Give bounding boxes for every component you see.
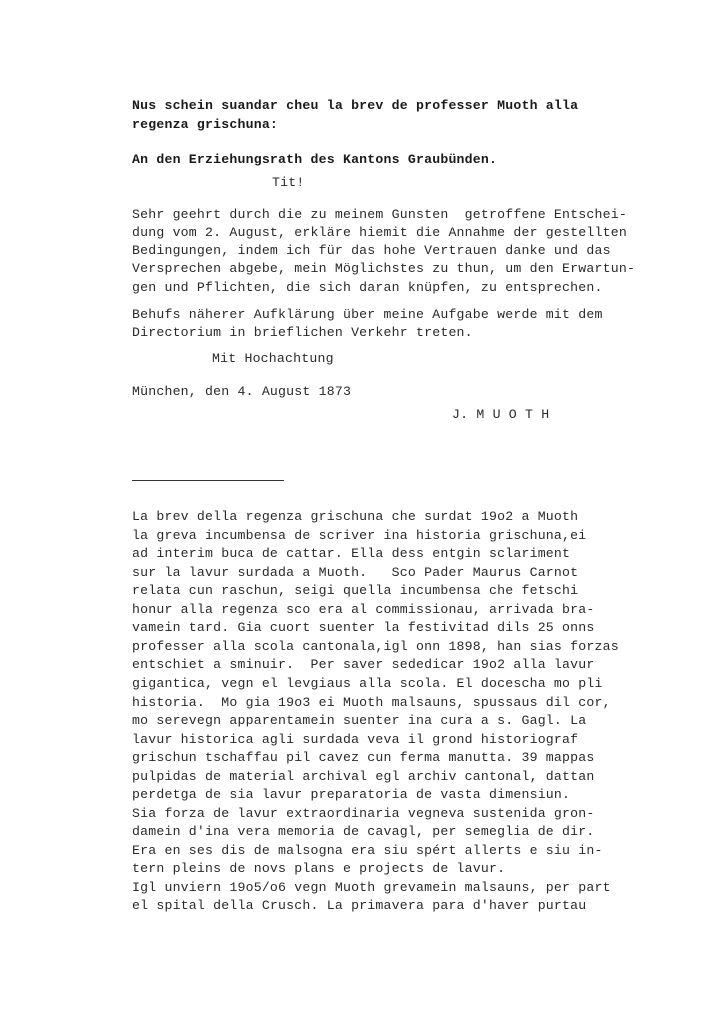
letter-closing: Mit Hochachtung [212,351,334,366]
body-line: professer alla scola cantonala,igl onn 1898, han sias forzas [132,639,619,654]
body-line: lavur historica agli surdada veva il grond historiograf [132,732,579,747]
letter-addressee: An den Erziehungsrath des Kantons Graubünden. [132,152,498,167]
body-line: gigantica, vegn el levgiaus alla scola. El docescha mo pli [132,676,603,691]
letter-date: München, den 4. August 1873 [132,384,352,399]
body-line: damein d'ina vera memoria de cavagl, per semeglia de dir. [132,824,595,839]
body-line: La brev della regenza grischuna che surdat 19o2 a Muoth [132,509,579,524]
body-line: el spital della Crusch. La primavera para d'haver purtau [132,898,587,913]
body-line: Era en ses dis de malsogna era siu spért allerts e siu in- [132,843,603,858]
body-line: Igl unviern 19o5/o6 vegn Muoth grevamein malsauns, per part [132,880,611,895]
body-line: sur la lavur surdada a Muoth. Sco Pader Maurus Carnot [132,565,579,580]
letter-salutation: Tit! [272,175,305,190]
body-line: entschiet a sminuir. Per saver sededicar 19o2 alla lavur [132,657,595,672]
letter-paragraph-line: gen und Pflichten, die sich daran knüpfen, zu entsprechen. [132,280,603,295]
body-line: honur alla regenza sco era al commissionau, arrivada bra- [132,602,595,617]
letter-paragraph-line: Sehr geehrt durch die zu meinem Gunsten getroffene Entschei- [132,207,627,222]
intro-line: regenza grischuna: [132,117,279,132]
body-line: historia. Mo gia 19o3 ei Muoth malsauns, spussaus dil cor, [132,695,611,710]
section-divider [132,480,284,481]
letter-paragraph-line: Directorium in brieflichen Verkehr treten. [132,325,473,340]
body-line: vamein tard. Gia cuort suenter la festivitad dils 25 onns [132,620,595,635]
body-line: Sia forza de lavur extraordinaria vegneva sustenida gron- [132,806,595,821]
body-line: la greva incumbensa de scriver ina historia grischuna,ei [132,528,587,543]
body-line: tern pleins de novs plans e projects de lavur. [132,861,506,876]
letter-paragraph-line: Versprechen abgebe, mein Möglichstes zu thun, um den Erwartun- [132,261,636,276]
body-line: pulpidas de material archival egl archiv cantonal, dattan [132,769,595,784]
body-line: relata cun raschun, seigi quella incumbensa che fetschi [132,583,579,598]
body-line: perdetga de sia lavur preparatoria de vasta dimensiun. [132,787,571,802]
letter-paragraph-line: Bedingungen, indem ich für das hohe Vertrauen danke und das [132,243,611,258]
body-line: mo serevegn apparentamein suenter ina cura a s. Gagl. La [132,713,587,728]
body-line: grischun tschaffau pil cavez cun ferma manutta. 39 mappas [132,750,595,765]
intro-line: Nus schein suandar cheu la brev de professer Muoth alla [132,98,579,113]
letter-signature: J. M U O T H [452,407,550,422]
letter-paragraph-line: Behufs näherer Aufklärung über meine Aufgabe werde mit dem [132,307,603,322]
body-line: ad interim buca de cattar. Ella dess entgin sclariment [132,546,571,561]
letter-paragraph-line: dung vom 2. August, erkläre hiemit die Annahme der gestellten [132,225,627,240]
